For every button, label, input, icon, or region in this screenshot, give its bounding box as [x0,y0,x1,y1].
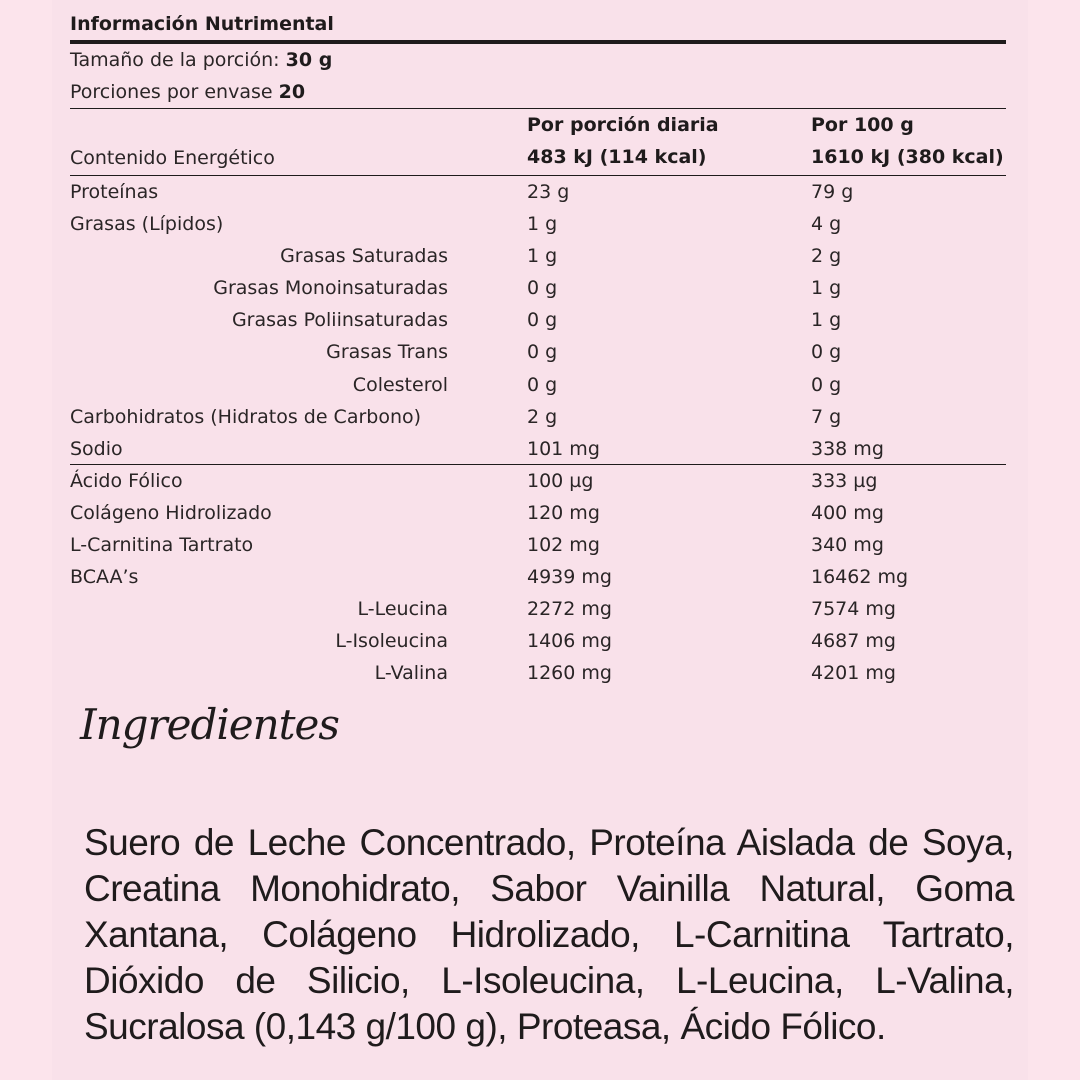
per-100g-value: 338 mg [811,437,884,460]
per-100g-value: 79 g [811,181,854,203]
per-serving-value: 4939 mg [527,566,612,589]
nutrient-sublabel: Grasas Trans [326,341,448,364]
nutrient-label: Proteínas [70,181,159,203]
per-100g-energy: 1610 kJ (380 kcal) [811,146,1004,168]
nutrient-sublabel: L-Isoleucina [335,630,448,653]
table-row [70,529,1006,561]
nutrient-sublabel: Grasas Poliinsaturadas [231,309,448,332]
nutrient-sublabel: L-Leucina [357,598,448,621]
per-100g-value: 0 g [811,341,842,364]
per-100g-value: 1 g [811,277,842,300]
per-100g-header-label: Por 100 g [811,114,914,136]
additional-rows [70,465,1006,690]
ingredients-text: Suero de Leche Concentrado, Proteína Aislada de Soya, Creatina Monohidrato, Sabor Vainilla Natural, Goma Xantana, Colágeno Hidrolizado, L-Carnitina Tartrato, Dióxido de Silicio, L-Isoleucina, L-Leucina, L-Valina, Sucralosa (0,143 g/100 g), Proteasa, Ácido Fólico. [84,822,1014,1047]
per-100g-value: 4201 mg [811,662,896,685]
per-serving-value: 1406 mg [527,630,612,653]
nutrition-facts-table [70,6,1006,690]
nutrient-sublabel: Grasas Monoinsaturadas [213,277,448,300]
per-100g-value: 333 µg [811,469,878,492]
table-row [70,336,1006,368]
per-serving-value: 0 g [527,341,558,364]
per-serving-energy: 483 kJ (114 kcal) [527,146,707,168]
ingredients-title: Ingredientes [80,700,339,749]
per-100g-value: 16462 mg [811,566,909,589]
servings-per-container [70,76,1006,109]
per-100g-value: 4 g [811,213,842,236]
nutrition-title: Información Nutrimental [70,6,1006,44]
per-serving-value: 1 g [527,213,558,236]
table-row [70,657,1006,689]
per-serving-header [527,109,719,173]
nutrient-label: Sodio [70,437,123,460]
per-serving-value: 2272 mg [527,598,612,621]
nutrient-sublabel: L-Valina [374,662,448,685]
nutrient-sublabel: Colesterol [352,373,448,396]
servings-label: Porciones por envase [70,81,273,103]
per-100g-value: 2 g [811,245,842,268]
nutrient-sublabel: Grasas Saturadas [280,245,448,268]
per-100g-value: 400 mg [811,501,884,524]
table-row [70,304,1006,336]
per-100g-value: 4687 mg [811,630,896,653]
table-row [70,561,1006,593]
table-row [70,272,1006,304]
table-row [70,625,1006,657]
table-row [70,433,1006,465]
per-serving-header-label: Por porción diaria [527,114,719,136]
table-row [70,369,1006,401]
nutrient-label: L-Carnitina Tartrato [70,534,254,557]
per-serving-value: 0 g [527,309,558,332]
per-serving-value: 100 µg [527,469,594,492]
table-row [70,401,1006,433]
per-100g-value: 340 mg [811,534,884,557]
per-100g-value: 0 g [811,373,842,396]
nutrient-label: Carbohidratos (Hidratos de Carbono) [70,405,422,428]
per-100g-header [811,109,1004,173]
nutrient-label: Colágeno Hidrolizado [70,501,272,524]
serving-size-label: Tamaño de la porción: [70,49,280,71]
per-serving-value: 0 g [527,373,558,396]
table-row [70,497,1006,529]
per-serving-value: 120 mg [527,501,600,524]
per-serving-value: 0 g [527,277,558,300]
per-100g-value: 7 g [811,405,842,428]
per-100g-value: 1 g [811,309,842,332]
column-header-row [70,109,1006,176]
per-100g-value: 7574 mg [811,598,896,621]
table-row [70,465,1006,497]
per-serving-value: 23 g [527,181,570,203]
energy-label: Contenido Energético [70,147,275,169]
nutrient-label: Ácido Fólico [70,469,183,492]
per-serving-value: 2 g [527,405,558,428]
nutrient-label: Grasas (Lípidos) [70,213,224,236]
nutrient-label: BCAA’s [70,566,139,589]
per-serving-value: 101 mg [527,437,600,460]
table-row [70,176,1006,208]
table-row [70,593,1006,625]
servings-value: 20 [278,81,306,103]
per-serving-value: 1260 mg [527,662,612,685]
serving-size [70,44,1006,76]
nutrient-rows [70,176,1006,465]
table-row [70,240,1006,272]
per-serving-value: 1 g [527,245,558,268]
serving-size-value: 30 g [285,49,333,71]
table-row [70,208,1006,240]
per-serving-value: 102 mg [527,534,600,557]
